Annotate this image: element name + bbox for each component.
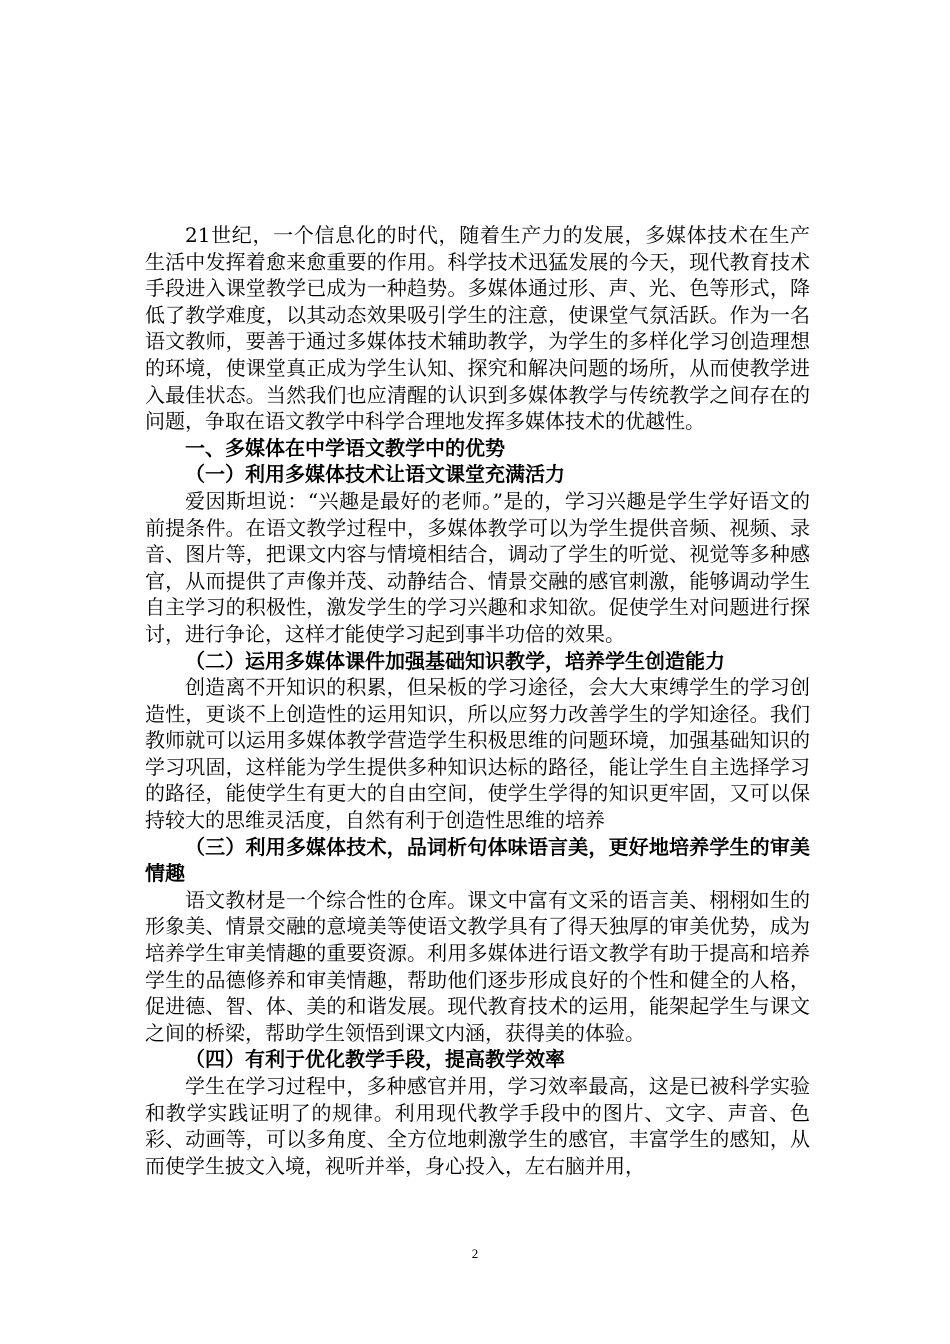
subsection-heading-4: （四）有利于优化教学手段，提高教学效率 [185,1047,565,1072]
body-paragraph-3: 语文教材是一个综合性的仓库。课文中富有文采的语言美、栩栩如生的形象美、情景交融的意境美等使语文教学具有了得天独厚的审美优势，成为培养学生审美情趣的重要资源。利用多媒体进行语文教学有助于提高和培养学生的品德修养和审美情趣，帮助他们逐步形成良好的个性和健全的人格，促进德、智、体、美的和谐发展。现代教育技术的运用，能架起学生与课文之间的桥梁，帮助学生领悟到课文内涵，获得美的体验。 [145,887,810,1045]
section-heading-1: 一、多媒体在中学语文教学中的优势 [185,435,505,460]
intro-paragraph: 21世纪，一个信息化的时代，随着生产力的发展，多媒体技术在生产生活中发挥着愈来愈重要的作用。科学技术迅猛发展的今天，现代教育技术手段进入课堂教学已成为一种趋势。多媒体通过形、声、光、色等形式，降低了教学难度，以其动态效果吸引学生的注意，使课堂气氛活跃。作为一名语文教师，要善于通过多媒体技术辅助教学，为学生的多样化学习创造理想的环境，使课堂真正成为学生认知、探究和解决问题的场所，从而使教学进入最佳状态。当然我们也应清醒的认识到多媒体教学与传统教学之间存在的问题，争取在语文教学中科学合理地发挥多媒体技术的优越性。 [145,223,810,434]
body-paragraph-1: 爱因斯坦说：“兴趣是最好的老师。”是的，学习兴趣是学生学好语文的前提条件。在语文教学过程中，多媒体教学可以为学生提供音频、视频、录音、图片等，把课文内容与情境相结合，调动了学生的听觉、视觉等多种感官，从而提供了声像并茂、动静结合、情景交融的感官刺激，能够调动学生自主学习的积极性，激发学生的学习兴趣和求知欲。促使学生对问题进行探讨，进行争论，这样才能使学习起到事半功倍的效果。 [145,488,810,646]
body-paragraph-4: 学生在学习过程中，多种感官并用，学习效率最高，这是已被科学实验和教学实践证明了的规律。利用现代教学手段中的图片、文字、声音、色彩、动画等，可以多角度、全方位地刺激学生的感官，丰富学生的感知，从而使学生披文入境，视听并举，身心投入，左右脑并用， [145,1074,810,1178]
subsection-heading-3: （三）利用多媒体技术，品词析句体味语言美，更好地培养学生的审美情趣 [145,834,810,886]
subsection-heading-2: （二）运用多媒体课件加强基础知识教学，培养学生创造能力 [185,648,725,673]
document-body [145,222,810,1179]
page-number: 2 [471,1246,479,1261]
subsection-heading-1: （一）利用多媒体技术让语文课堂充满活力 [185,462,565,487]
body-paragraph-2: 创造离不开知识的积累，但呆板的学习途径，会大大束缚学生的学习创造性，更谈不上创造性的运用知识，所以应努力改善学生的学知途径。我们教师就可以运用多媒体教学营造学生积极思维的问题环境，加强基础知识的学习巩固，这样能为学生提供多种知识达标的路径，能让学生自主选择学习的路径，能使学生有更大的自由空间，使学生学得的知识更牢固，又可以保持较大的思维灵活度，自然有利于创造性思维的培养 [145,675,810,833]
